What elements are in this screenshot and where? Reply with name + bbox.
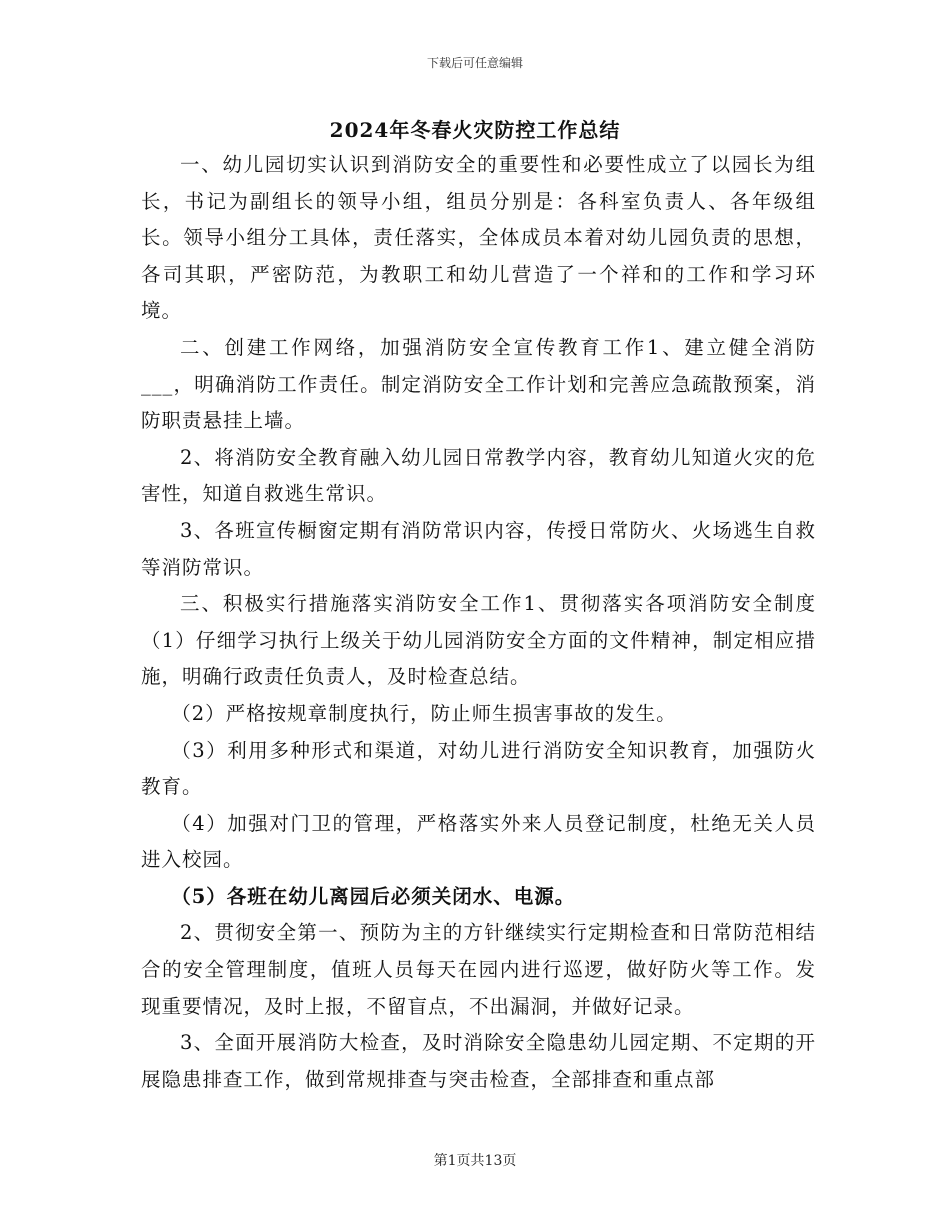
paragraph-9: （5）各班在幼儿离园后必须关闭水、电源。 (171, 884, 576, 908)
paragraph-7: （3）利用多种形式和渠道，对幼儿进行消防安全知识教育，加强防火教育。 (141, 738, 816, 799)
paragraph-5: 三、积极实行措施落实消防安全工作1、贯彻落实各项消防安全制度（1）仔细学习执行上级关于幼儿园消防安全方面的文件精神，制定相应措施，明确行政责任负责人，及时检查总结。 (141, 592, 816, 689)
paragraph-4: 3、各班宣传橱窗定期有消防常识内容，传授日常防火、火场逃生自救等消防常识。 (141, 518, 816, 579)
document-body (141, 147, 816, 1098)
page-number: 第1页共13页 (433, 1153, 517, 1169)
paragraph-1: 一、幼儿园切实认识到消防安全的重要性和必要性成立了以园长为组长，书记为副组长的领导小组，组员分别是：各科室负责人、各年级组长。领导小组分工具体，责任落实，全体成员本着对幼儿园负责的思想，各司其职，严密防范，为教职工和幼儿营造了一个祥和的工作和学习环境。 (141, 153, 816, 323)
paragraph-11: 3、全面开展消防大检查，及时消除安全隐患幼儿园定期、不定期的开展隐患排查工作，做到常规排查与突击检查，全部排查和重点部 (141, 1031, 816, 1091)
paragraph-8: （4）加强对门卫的管理，严格落实外来人员登记制度，杜绝无关人员进入校园。 (141, 811, 816, 872)
document-title: 2024年冬春火灾防控工作总结 (329, 118, 621, 142)
paragraph-10: 2、贯彻安全第一、预防为主的方针继续实行定期检查和日常防范相结合的安全管理制度，值班人员每天在园内进行巡逻，做好防火等工作。发现重要情况，及时上报，不留盲点，不出漏洞，并做好记录。 (141, 921, 816, 1018)
header-note: 下载后可任意编辑 (426, 56, 523, 70)
paragraph-6: （2）严格按规章制度执行，防止师生损害事故的发生。 (171, 701, 677, 725)
paragraph-3: 2、将消防安全教育融入幼儿园日常教学内容，教育幼儿知道火灾的危害性，知道自救逃生常识。 (141, 445, 816, 506)
paragraph-2: 二、创建工作网络，加强消防安全宣传教育工作1、建立健全消防___，明确消防工作责任。制定消防安全工作计划和完善应急疏散预案，消防职责悬挂上墙。 (141, 335, 816, 433)
